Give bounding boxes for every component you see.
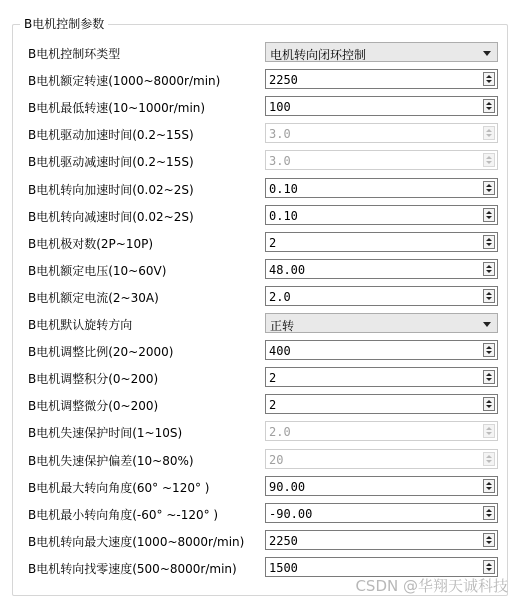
spinbox-value: 2.0 (269, 425, 291, 440)
spin-down-icon (486, 432, 492, 435)
param-row (28, 340, 498, 360)
spin-buttons[interactable] (483, 289, 495, 303)
spin-up-icon (486, 129, 492, 132)
watermark: CSDN @华翔天诚科技 (355, 577, 508, 595)
param-label: B电机失速保护时间(1~10S) (28, 426, 183, 441)
spin-down-icon (486, 161, 492, 164)
spin-up-icon[interactable] (486, 373, 492, 376)
spin-buttons[interactable] (483, 370, 495, 384)
param-spinbox[interactable] (265, 286, 498, 306)
spin-up-icon (486, 156, 492, 159)
param-row (28, 42, 498, 62)
param-label: B电机最小转向角度(-60° ~-120° ) (28, 507, 219, 522)
spin-down-icon[interactable] (486, 80, 492, 83)
spin-up-icon[interactable] (486, 238, 492, 241)
spin-down-icon[interactable] (486, 216, 492, 219)
spinbox-value: 48.00 (269, 262, 306, 277)
spin-buttons[interactable] (483, 479, 495, 493)
spin-down-icon[interactable] (486, 541, 492, 544)
param-row (28, 96, 498, 116)
param-spinbox[interactable] (265, 232, 498, 252)
spinbox-value: 2.0 (269, 289, 291, 304)
param-spinbox[interactable] (265, 530, 498, 550)
param-row (28, 286, 498, 306)
param-label: B电机调整积分(0~200) (28, 372, 159, 387)
spin-down-icon[interactable] (486, 487, 492, 490)
spinbox-value: 100 (269, 100, 291, 115)
param-spinbox[interactable] (265, 394, 498, 414)
param-row (28, 557, 498, 577)
combobox-value: 电机转向闭环控制 (270, 48, 367, 62)
spin-down-icon[interactable] (486, 378, 492, 381)
param-label: B电机额定电流(2~30A) (28, 290, 159, 305)
chevron-down-icon[interactable] (483, 51, 491, 56)
spin-up-icon[interactable] (486, 211, 492, 214)
spin-buttons[interactable] (483, 533, 495, 547)
param-label: B电机失速保护偏差(10~80%) (28, 453, 194, 468)
param-label: B电机极对数(2P~10P) (28, 236, 154, 251)
spin-up-icon[interactable] (486, 292, 492, 295)
spin-up-icon[interactable] (486, 75, 492, 78)
param-label: B电机最低转速(10~1000r/min) (28, 101, 206, 116)
param-row (28, 178, 498, 198)
param-row (28, 394, 498, 414)
spinbox-value: 20 (269, 452, 284, 467)
spin-buttons[interactable] (483, 560, 495, 574)
spin-up-icon[interactable] (486, 509, 492, 512)
spinbox-value: -90.00 (269, 506, 313, 521)
param-label: B电机驱动加速时间(0.2~15S) (28, 128, 194, 143)
param-label: B电机转向找零速度(500~8000r/min) (28, 561, 237, 576)
spin-down-icon[interactable] (486, 297, 492, 300)
param-spinbox[interactable] (265, 476, 498, 496)
param-row (28, 313, 498, 333)
param-row (28, 232, 498, 252)
param-spinbox (265, 449, 498, 469)
spin-up-icon (486, 455, 492, 458)
spin-buttons[interactable] (483, 262, 495, 276)
param-spinbox (265, 123, 498, 143)
param-label: B电机驱动减速时间(0.2~15S) (28, 155, 194, 170)
spinbox-value: 400 (269, 344, 291, 359)
param-label: B电机转向加速时间(0.02~2S) (28, 182, 194, 197)
param-row (28, 530, 498, 550)
spinbox-value: 3.0 (269, 127, 291, 142)
param-row (28, 367, 498, 387)
spinbox-value: 0.10 (269, 181, 298, 196)
spinbox-value: 90.00 (269, 479, 306, 494)
param-spinbox[interactable] (265, 503, 498, 523)
spin-buttons[interactable] (483, 99, 495, 113)
spin-up-icon[interactable] (486, 184, 492, 187)
param-row (28, 449, 498, 469)
spin-buttons[interactable] (483, 181, 495, 195)
param-spinbox[interactable] (265, 259, 498, 279)
spinbox-value: 1500 (269, 560, 298, 575)
param-row (28, 259, 498, 279)
param-spinbox[interactable] (265, 96, 498, 116)
spin-down-icon[interactable] (486, 568, 492, 571)
param-spinbox[interactable] (265, 340, 498, 360)
param-combobox[interactable] (265, 313, 498, 333)
spin-up-icon[interactable] (486, 265, 492, 268)
spin-up-icon[interactable] (486, 102, 492, 105)
chevron-down-icon[interactable] (483, 322, 491, 327)
group-title: B电机控制参数 (20, 15, 108, 32)
combobox-value: 正转 (270, 319, 295, 333)
spin-down-icon (486, 134, 492, 137)
spin-up-icon[interactable] (486, 346, 492, 349)
param-row (28, 205, 498, 225)
param-spinbox (265, 421, 498, 441)
param-row (28, 69, 498, 89)
param-label: B电机调整比例(20~2000) (28, 345, 174, 360)
spin-down-icon (486, 460, 492, 463)
param-spinbox[interactable] (265, 557, 498, 577)
spin-buttons (483, 153, 495, 167)
spin-buttons[interactable] (483, 397, 495, 411)
spinbox-value: 2 (269, 371, 277, 386)
spinbox-value: 2250 (269, 533, 298, 548)
spinbox-value: 2 (269, 235, 277, 250)
spinbox-value: 2 (269, 398, 277, 413)
spin-up-icon (486, 427, 492, 430)
spin-down-icon[interactable] (486, 107, 492, 110)
spin-buttons (483, 452, 495, 466)
param-row (28, 476, 498, 496)
param-label: B电机转向减速时间(0.02~2S) (28, 209, 194, 224)
param-label: B电机额定转速(1000~8000r/min) (28, 74, 221, 89)
spin-buttons[interactable] (483, 72, 495, 86)
param-spinbox[interactable] (265, 69, 498, 89)
spin-up-icon[interactable] (486, 563, 492, 566)
param-spinbox[interactable] (265, 178, 498, 198)
param-label: B电机最大转向角度(60° ~120° ) (28, 480, 210, 495)
spin-up-icon[interactable] (486, 536, 492, 539)
spin-down-icon[interactable] (486, 514, 492, 517)
param-label: B电机调整微分(0~200) (28, 399, 159, 414)
spinbox-value: 3.0 (269, 154, 291, 169)
param-label: B电机额定电压(10~60V) (28, 263, 167, 278)
spin-buttons[interactable] (483, 506, 495, 520)
spin-down-icon[interactable] (486, 243, 492, 246)
spin-down-icon[interactable] (486, 351, 492, 354)
spin-buttons (483, 126, 495, 140)
spin-down-icon[interactable] (486, 270, 492, 273)
param-label: B电机控制环类型 (28, 47, 121, 61)
param-combobox[interactable] (265, 42, 498, 62)
param-row (28, 421, 498, 441)
spin-down-icon[interactable] (486, 405, 492, 408)
spinbox-value: 0.10 (269, 208, 298, 223)
param-row (28, 503, 498, 523)
param-spinbox (265, 150, 498, 170)
param-row (28, 123, 498, 143)
spin-buttons[interactable] (483, 208, 495, 222)
spin-up-icon[interactable] (486, 400, 492, 403)
spinbox-value: 2250 (269, 73, 298, 88)
spin-buttons[interactable] (483, 235, 495, 249)
spin-buttons[interactable] (483, 343, 495, 357)
spin-buttons (483, 424, 495, 438)
param-spinbox[interactable] (265, 205, 498, 225)
spin-down-icon[interactable] (486, 189, 492, 192)
param-row (28, 150, 498, 170)
param-label: B电机默认旋转方向 (28, 318, 133, 332)
param-label: B电机转向最大速度(1000~8000r/min) (28, 534, 245, 549)
spin-up-icon[interactable] (486, 482, 492, 485)
param-spinbox[interactable] (265, 367, 498, 387)
